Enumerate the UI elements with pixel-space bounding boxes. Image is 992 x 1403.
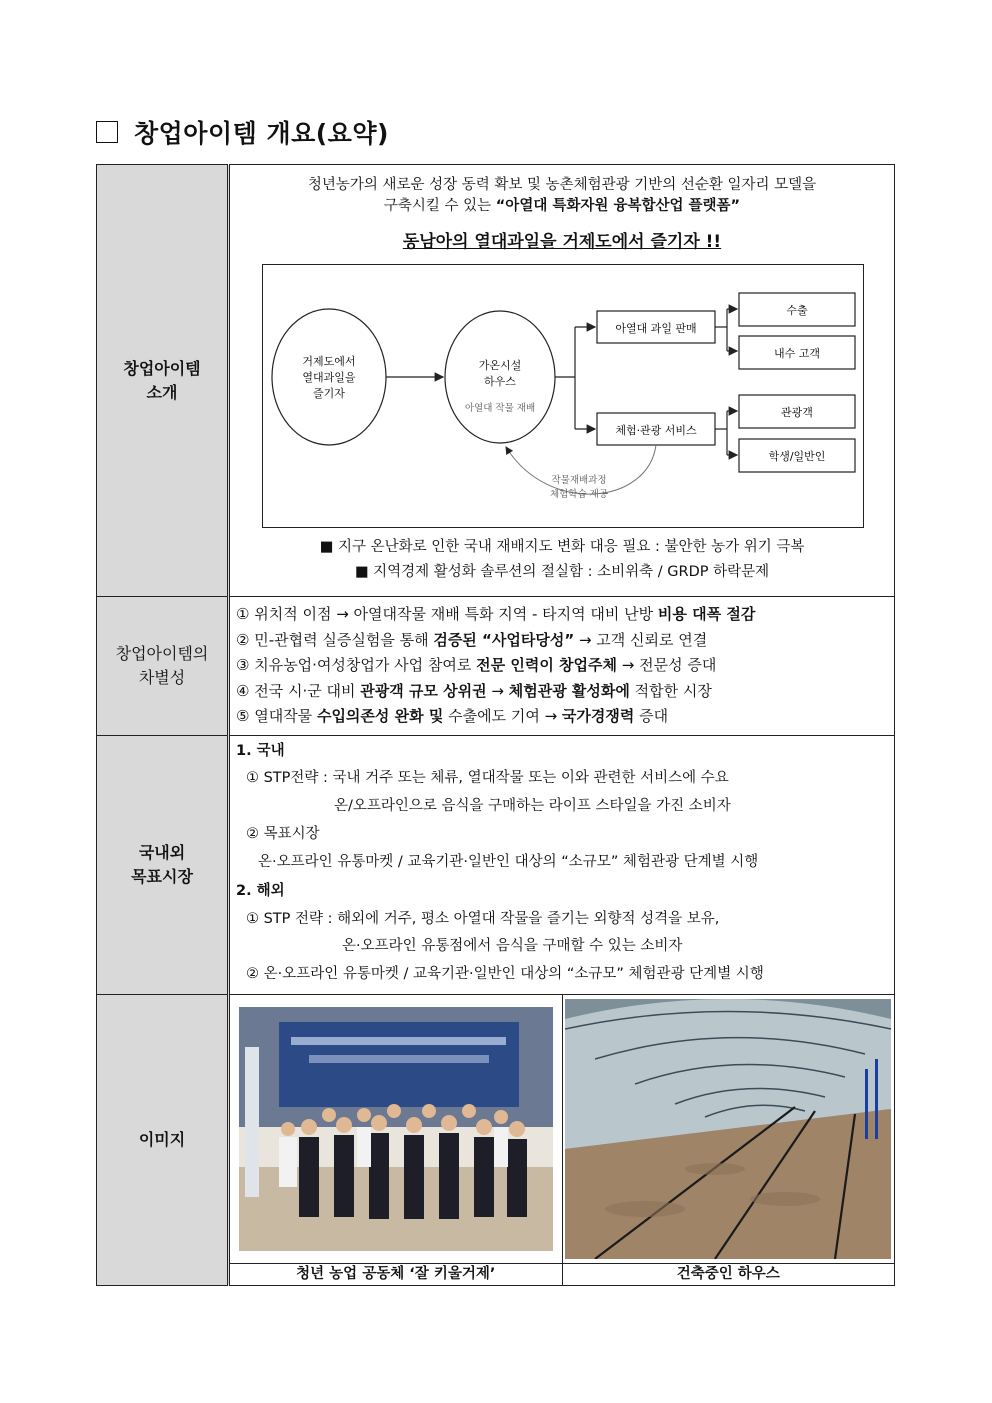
label-diff-line1: 창업아이템의 [115,644,209,663]
domestic-stp-2: 온/오프라인으로 음식을 구매하는 라이프 스타일을 가진 소비자 [334,798,731,814]
overseas-stp-2: 온·오프라인 유통점에서 음식을 구매할 수 있는 소비자 [342,938,683,954]
row-intro [97,165,895,597]
intro-line2-a: 구축시킬 수 있는 [383,198,496,214]
intro-bullet-2: ■ 지역경제 활성화 솔루션의 절실함 : 소비위축 / GRDP 하락문제 [354,564,770,580]
caption-greenhouse: 건축중인 하우스 [562,1264,895,1285]
box-student-text: 학생/일반인 [768,450,826,463]
box-domestic-text: 내수 고객 [773,347,821,360]
domestic-target: 온·오프라인 유통마켓 / 교육기관·일반인 대상의 “소규모” 체험관광 단계별 시행 [258,854,759,870]
greenhouse-photo [565,999,891,1259]
label-market-line2: 목표시장 [131,867,193,886]
box-service-text: 체험·관광 서비스 [615,424,697,437]
feedback-line1: 작물재배과정 [551,475,607,486]
feedback-arrow [506,445,656,494]
row-market [97,736,895,995]
circle-enjoy-line1: 거제도에서 [302,355,356,368]
group-photo [239,1007,553,1251]
cell-diff [229,597,895,736]
photo-cell-2 [562,995,895,1263]
domestic-heading: 1. 국내 [236,743,285,759]
circle-greenhouse-sub: 아열대 작물 재배 [464,403,536,414]
caption-group-photo: 청년 농업 공동체 ‘잘 키울거제’ [296,1266,496,1282]
caption-row [230,1263,894,1285]
business-diagram [262,264,864,528]
label-intro-line1: 창업아이템 [123,358,201,378]
circle-enjoy-line3: 즐기자 [313,387,345,400]
intro-bullet-1: ■ 지구 온난화로 인한 국내 재배지도 변화 대응 필요 : 불안한 농가 위기 극복 [319,539,805,555]
label-intro-line2: 소개 [146,382,178,402]
box-tourist-text: 관광객 [781,406,813,419]
diff-item: ④ 전국 시·군 대비 관광객 규모 상위권 → 체험관광 활성화에 적합한 시장 [236,681,712,700]
circle-greenhouse-line1: 가온시설 [478,359,522,372]
row-diff [97,597,895,736]
label-market-line1: 국내외 [138,843,186,862]
photo-cell-1 [230,995,562,1263]
overseas-stp-1: ① STP 전략 : 해외에 거주, 평소 아열대 작물을 즐기는 외향적 성격을 보유, [246,911,720,927]
intro-line2 [230,196,894,217]
feedback-line2: 체험학습 제공 [549,489,609,500]
domestic-stp-1: ① STP전략 : 국내 거주 또는 체류, 열대작물 또는 이와 관련한 서비스에 수요 [246,770,729,786]
box-sales-text: 아열대 과일 판매 [615,322,697,335]
checkbox-square-icon [96,121,118,143]
label-intro [97,165,229,597]
label-market [97,736,229,995]
overseas-target: ② 온·오프라인 유통마켓 / 교육기관·일반인 대상의 “소규모” 체험관광 단계별 시행 [246,966,764,982]
diff-item: ⑤ 열대작물 수입의존성 완화 및 수출에도 기여 → 국가경쟁력 증대 [236,707,669,726]
summary-table [96,164,895,1286]
circle-enjoy-line2: 열대과일을 [302,371,356,384]
box-export-text: 수출 [786,304,808,317]
label-images: 이미지 [97,995,229,1286]
cell-intro [229,165,895,597]
row-images [97,995,895,1286]
intro-line2-b: “아열대 특화자원 융복합산업 플랫폼” [495,198,741,214]
diff-item: ③ 치유농업·여성창업가 사업 참여로 전문 인력이 창업주체 → 전문성 증대 [236,656,717,675]
diff-item: ② 민-관협력 실증실험을 통해 검증된 “사업타당성” → 고객 신뢰로 연결 [236,630,708,649]
overseas-heading: 2. 해외 [236,883,285,899]
page-title-text: 창업아이템 개요(요약) [134,119,389,148]
domestic-target-heading: ② 목표시장 [246,826,320,842]
diff-item: ① 위치적 이점 → 아열대작물 재배 특화 지역 - 타지역 대비 난방 비용 대폭 절감 [236,605,756,624]
label-diff-line2: 차별성 [138,668,186,687]
photo-row [230,995,894,1263]
cell-market [229,736,895,995]
slogan: 동남아의 열대과일을 거제도에서 즐기자 !! [402,232,722,252]
intro-line1: 청년농가의 새로운 성장 동력 확보 및 농촌체험관광 기반의 선순환 일자리 모델을 [307,177,817,193]
cell-images [229,995,895,1286]
page-title [96,114,389,150]
diagram-svg [263,265,863,527]
intro-bullets [230,535,894,589]
label-diff [97,597,229,736]
intro-text [230,165,894,217]
circle-greenhouse-line2: 하우스 [484,375,516,388]
